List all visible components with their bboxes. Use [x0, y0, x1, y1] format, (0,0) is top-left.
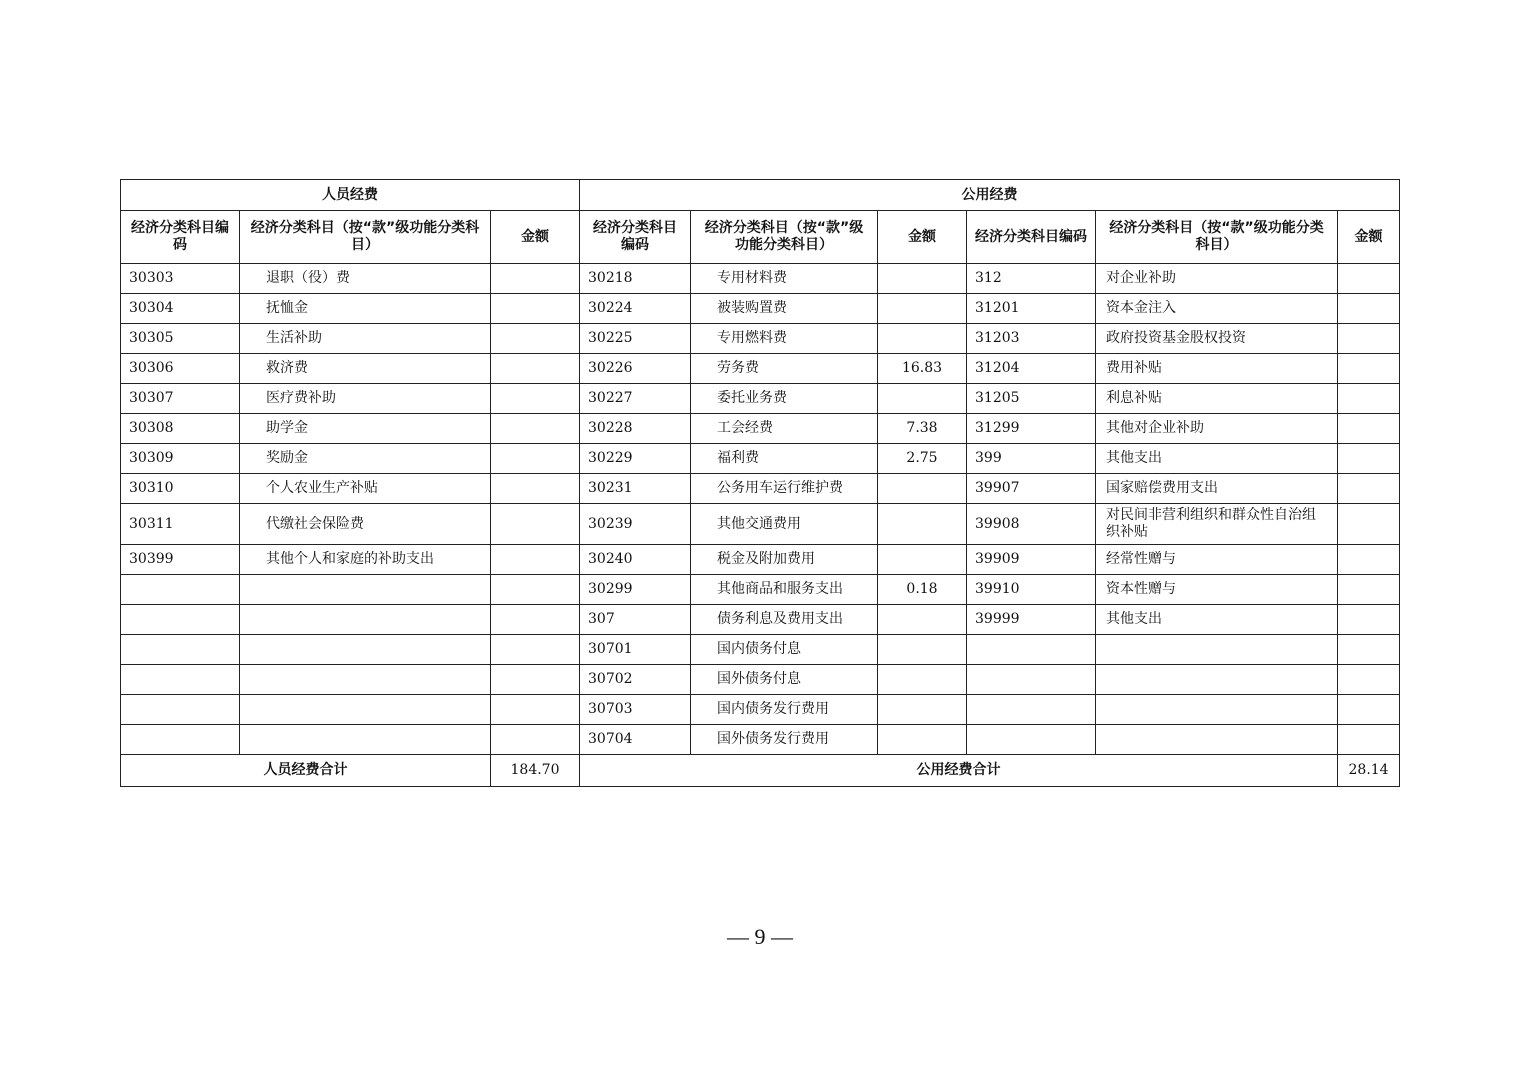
- personnel-amount-cell: [491, 294, 580, 324]
- public2-name-cell: 其他支出: [1096, 444, 1338, 474]
- public1-name-cell: 税金及附加费用: [691, 545, 878, 575]
- personnel-name-cell: 其他个人和家庭的补助支出: [240, 545, 491, 575]
- public1-amount-cell: [878, 504, 967, 545]
- personnel-name-cell: 生活补助: [240, 324, 491, 354]
- public1-code-cell: 30701: [580, 635, 691, 665]
- public1-amount-cell: [878, 294, 967, 324]
- header-public1-name: 经济分类科目（按“款”级功能分类科目）: [691, 211, 878, 264]
- public1-amount-cell: 0.18: [878, 575, 967, 605]
- public1-code-cell: 30299: [580, 575, 691, 605]
- personnel-code-cell: 30303: [121, 264, 240, 294]
- public2-name-cell: 资本金注入: [1096, 294, 1338, 324]
- public1-name-cell: 专用燃料费: [691, 324, 878, 354]
- header-personnel-code: 经济分类科目编码: [121, 211, 240, 264]
- personnel-code-cell: [121, 665, 240, 695]
- personnel-code-cell: 30311: [121, 504, 240, 545]
- table-row: [121, 695, 1400, 725]
- totals-row: [121, 755, 1400, 787]
- public2-code-cell: 399: [967, 444, 1096, 474]
- table-row: [121, 444, 1400, 474]
- public2-name-cell: 国家赔偿费用支出: [1096, 474, 1338, 504]
- header-personnel-amount: 金额: [491, 211, 580, 264]
- public2-name-cell: [1096, 665, 1338, 695]
- public1-name-cell: 福利费: [691, 444, 878, 474]
- personnel-name-cell: 退职（役）费: [240, 264, 491, 294]
- header-public1-amount: 金额: [878, 211, 967, 264]
- personnel-name-cell: [240, 605, 491, 635]
- public1-name-cell: 其他交通费用: [691, 504, 878, 545]
- public2-code-cell: [967, 665, 1096, 695]
- table-row: [121, 575, 1400, 605]
- personnel-name-cell: 抚恤金: [240, 294, 491, 324]
- public1-amount-cell: [878, 725, 967, 755]
- public1-amount-cell: 7.38: [878, 414, 967, 444]
- personnel-code-cell: 30399: [121, 545, 240, 575]
- personnel-amount-cell: [491, 414, 580, 444]
- personnel-code-cell: 30305: [121, 324, 240, 354]
- personnel-amount-cell: [491, 504, 580, 545]
- public2-code-cell: 312: [967, 264, 1096, 294]
- public1-code-cell: 30702: [580, 665, 691, 695]
- public1-amount-cell: [878, 695, 967, 725]
- table-row: [121, 504, 1400, 545]
- public1-amount-cell: 16.83: [878, 354, 967, 384]
- public2-amount-cell: [1338, 695, 1400, 725]
- header-public2-code: 经济分类科目编码: [967, 211, 1096, 264]
- public1-name-cell: 工会经费: [691, 414, 878, 444]
- personnel-code-cell: 30307: [121, 384, 240, 414]
- public1-code-cell: 30225: [580, 324, 691, 354]
- personnel-name-cell: [240, 695, 491, 725]
- table-row: [121, 264, 1400, 294]
- personnel-name-cell: 代缴社会保险费: [240, 504, 491, 545]
- table-row: [121, 635, 1400, 665]
- public1-code-cell: 30218: [580, 264, 691, 294]
- header-public1-code: 经济分类科目编码: [580, 211, 691, 264]
- personnel-amount-cell: [491, 725, 580, 755]
- personnel-amount-cell: [491, 605, 580, 635]
- public2-name-cell: 政府投资基金股权投资: [1096, 324, 1338, 354]
- public1-code-cell: 30239: [580, 504, 691, 545]
- table-row: [121, 414, 1400, 444]
- public1-name-cell: 公务用车运行维护费: [691, 474, 878, 504]
- personnel-name-cell: [240, 575, 491, 605]
- public2-code-cell: 39907: [967, 474, 1096, 504]
- public1-amount-cell: [878, 605, 967, 635]
- page-number: — 9 —: [727, 924, 793, 949]
- header-public2-amount: 金额: [1338, 211, 1400, 264]
- public2-amount-cell: [1338, 294, 1400, 324]
- public1-name-cell: 国内债务付息: [691, 635, 878, 665]
- public2-name-cell: 对企业补助: [1096, 264, 1338, 294]
- public-total-amount: 28.14: [1338, 755, 1400, 787]
- personnel-group-header: 人员经费: [121, 180, 580, 211]
- public1-name-cell: 被装购置费: [691, 294, 878, 324]
- public1-name-cell: 债务利息及费用支出: [691, 605, 878, 635]
- public1-amount-cell: [878, 545, 967, 575]
- public2-amount-cell: [1338, 324, 1400, 354]
- personnel-amount-cell: [491, 384, 580, 414]
- personnel-amount-cell: [491, 575, 580, 605]
- personnel-total-label: 人员经费合计: [121, 755, 491, 787]
- table-row: [121, 545, 1400, 575]
- public1-code-cell: 30226: [580, 354, 691, 384]
- public2-code-cell: 31205: [967, 384, 1096, 414]
- column-header-row: [121, 211, 1400, 264]
- public1-name-cell: 国外债务付息: [691, 665, 878, 695]
- public2-name-cell: 对民间非营利组织和群众性自治组织补贴: [1096, 504, 1338, 545]
- public1-code-cell: 30703: [580, 695, 691, 725]
- header-personnel-name: 经济分类科目（按“款”级功能分类科目）: [240, 211, 491, 264]
- public2-amount-cell: [1338, 545, 1400, 575]
- header-public2-name: 经济分类科目（按“款”级功能分类科目）: [1096, 211, 1338, 264]
- table-row: [121, 725, 1400, 755]
- table-row: [121, 294, 1400, 324]
- table-row: [121, 324, 1400, 354]
- public1-name-cell: 委托业务费: [691, 384, 878, 414]
- public2-amount-cell: [1338, 575, 1400, 605]
- public2-name-cell: [1096, 635, 1338, 665]
- public2-amount-cell: [1338, 474, 1400, 504]
- public1-code-cell: 30704: [580, 725, 691, 755]
- personnel-code-cell: [121, 605, 240, 635]
- public1-code-cell: 30231: [580, 474, 691, 504]
- public2-name-cell: 经常性赠与: [1096, 545, 1338, 575]
- public2-code-cell: 39908: [967, 504, 1096, 545]
- personnel-amount-cell: [491, 474, 580, 504]
- public-total-label: 公用经费合计: [580, 755, 1338, 787]
- public1-name-cell: 专用材料费: [691, 264, 878, 294]
- public2-code-cell: 31201: [967, 294, 1096, 324]
- public1-amount-cell: [878, 665, 967, 695]
- public2-code-cell: 39909: [967, 545, 1096, 575]
- public2-amount-cell: [1338, 504, 1400, 545]
- public1-amount-cell: [878, 635, 967, 665]
- personnel-amount-cell: [491, 444, 580, 474]
- personnel-amount-cell: [491, 665, 580, 695]
- personnel-name-cell: [240, 635, 491, 665]
- public2-code-cell: 31203: [967, 324, 1096, 354]
- public1-amount-cell: [878, 324, 967, 354]
- public1-code-cell: 30229: [580, 444, 691, 474]
- personnel-amount-cell: [491, 324, 580, 354]
- personnel-name-cell: 医疗费补助: [240, 384, 491, 414]
- personnel-name-cell: 救济费: [240, 354, 491, 384]
- public-group-header: 公用经费: [580, 180, 1400, 211]
- budget-expenditure-table: [120, 179, 1400, 787]
- public2-amount-cell: [1338, 635, 1400, 665]
- public1-amount-cell: [878, 474, 967, 504]
- public2-amount-cell: [1338, 264, 1400, 294]
- public1-code-cell: 30227: [580, 384, 691, 414]
- public2-code-cell: 39999: [967, 605, 1096, 635]
- table-row: [121, 665, 1400, 695]
- public2-name-cell: 其他支出: [1096, 605, 1338, 635]
- personnel-name-cell: [240, 665, 491, 695]
- public2-name-cell: 其他对企业补助: [1096, 414, 1338, 444]
- public2-amount-cell: [1338, 665, 1400, 695]
- table-row: [121, 605, 1400, 635]
- personnel-name-cell: 个人农业生产补贴: [240, 474, 491, 504]
- personnel-code-cell: 30308: [121, 414, 240, 444]
- public2-amount-cell: [1338, 605, 1400, 635]
- public1-amount-cell: [878, 264, 967, 294]
- public2-code-cell: [967, 635, 1096, 665]
- public2-code-cell: 31299: [967, 414, 1096, 444]
- public1-name-cell: 国内债务发行费用: [691, 695, 878, 725]
- personnel-amount-cell: [491, 695, 580, 725]
- public1-code-cell: 30224: [580, 294, 691, 324]
- personnel-name-cell: 助学金: [240, 414, 491, 444]
- personnel-amount-cell: [491, 354, 580, 384]
- personnel-code-cell: [121, 635, 240, 665]
- public2-amount-cell: [1338, 725, 1400, 755]
- public2-code-cell: [967, 695, 1096, 725]
- public1-name-cell: 其他商品和服务支出: [691, 575, 878, 605]
- personnel-code-cell: [121, 725, 240, 755]
- table-row: [121, 354, 1400, 384]
- public2-name-cell: 利息补贴: [1096, 384, 1338, 414]
- group-header-row: [121, 180, 1400, 211]
- table-row: [121, 474, 1400, 504]
- public2-amount-cell: [1338, 384, 1400, 414]
- public2-amount-cell: [1338, 354, 1400, 384]
- personnel-code-cell: 30309: [121, 444, 240, 474]
- public2-name-cell: [1096, 725, 1338, 755]
- personnel-amount-cell: [491, 635, 580, 665]
- personnel-code-cell: 30306: [121, 354, 240, 384]
- personnel-code-cell: 30304: [121, 294, 240, 324]
- table-row: [121, 384, 1400, 414]
- public1-amount-cell: [878, 384, 967, 414]
- public1-name-cell: 劳务费: [691, 354, 878, 384]
- personnel-total-amount: 184.70: [491, 755, 580, 787]
- public1-code-cell: 30240: [580, 545, 691, 575]
- personnel-amount-cell: [491, 264, 580, 294]
- public2-name-cell: 资本性赠与: [1096, 575, 1338, 605]
- personnel-code-cell: 30310: [121, 474, 240, 504]
- personnel-code-cell: [121, 695, 240, 725]
- public1-name-cell: 国外债务发行费用: [691, 725, 878, 755]
- personnel-name-cell: [240, 725, 491, 755]
- public1-code-cell: 307: [580, 605, 691, 635]
- public2-name-cell: [1096, 695, 1338, 725]
- personnel-amount-cell: [491, 545, 580, 575]
- public2-amount-cell: [1338, 444, 1400, 474]
- public1-code-cell: 30228: [580, 414, 691, 444]
- public2-amount-cell: [1338, 414, 1400, 444]
- personnel-name-cell: 奖励金: [240, 444, 491, 474]
- public2-name-cell: 费用补贴: [1096, 354, 1338, 384]
- public1-amount-cell: 2.75: [878, 444, 967, 474]
- public2-code-cell: 39910: [967, 575, 1096, 605]
- personnel-code-cell: [121, 575, 240, 605]
- public2-code-cell: [967, 725, 1096, 755]
- public2-code-cell: 31204: [967, 354, 1096, 384]
